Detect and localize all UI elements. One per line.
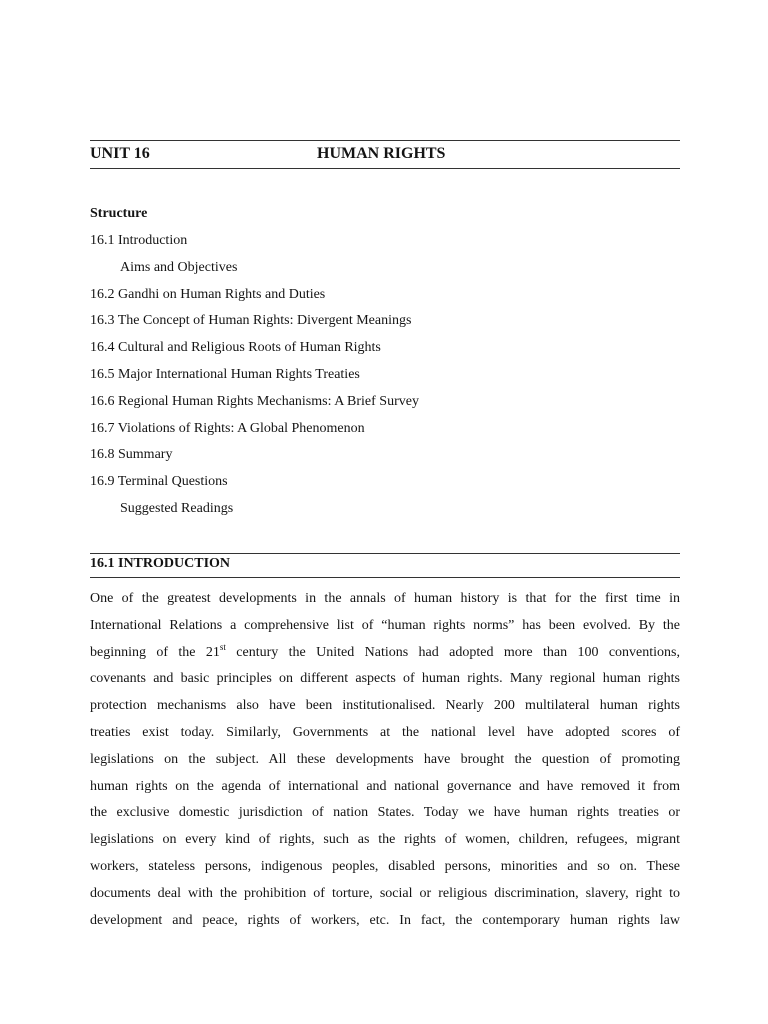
unit-title: HUMAN RIGHTS bbox=[317, 145, 446, 162]
toc-item: 16.2 Gandhi on Human Rights and Duties bbox=[90, 286, 326, 302]
paragraph-line: One of the greatest developments in the annals of human history is that for the first time in bbox=[90, 591, 680, 606]
top-rule bbox=[90, 140, 680, 141]
unit-header bbox=[90, 145, 680, 165]
toc-item: 16.9 Terminal Questions bbox=[90, 474, 228, 490]
paragraph-line: treaties exist today. Similarly, Governments at the national level have adopted scores of bbox=[90, 724, 680, 740]
paragraph-text: beginning of the 21 bbox=[90, 644, 220, 660]
paragraph-line: human rights on the agenda of international and national governance and have removed it from bbox=[90, 778, 680, 794]
paragraph-line: documents deal with the prohibition of torture, social or religious discrimination, slavery, right to bbox=[90, 885, 680, 901]
paragraph-line: protection mechanisms also have been institutionalised. Nearly 200 multilateral human rights bbox=[90, 698, 680, 714]
paragraph-line: legislations on every kind of rights, such as the rights of women, children, refugees, migrant bbox=[90, 832, 680, 848]
structure-label: Structure bbox=[90, 206, 148, 221]
unit-number: UNIT 16 bbox=[90, 145, 150, 162]
toc-item: 16.5 Major International Human Rights Treaties bbox=[90, 366, 360, 382]
paragraph-line bbox=[90, 642, 680, 669]
structure-list bbox=[90, 231, 419, 526]
section-top-rule bbox=[90, 553, 680, 554]
toc-item: Suggested Readings bbox=[120, 500, 234, 516]
ordinal-superscript: st bbox=[219, 641, 226, 652]
paragraph-line: development and peace, rights of workers, etc. In fact, the contemporary human rights law bbox=[90, 912, 680, 928]
paragraph-line: International Relations a comprehensive list of “human rights norms” has been evolved. By the bbox=[90, 617, 680, 633]
toc-item: 16.7 Violations of Rights: A Global Phenomenon bbox=[90, 420, 365, 436]
toc-item: 16.6 Regional Human Rights Mechanisms: A Brief Survey bbox=[90, 393, 419, 409]
toc-item: 16.3 The Concept of Human Rights: Divergent Meanings bbox=[90, 313, 412, 329]
introduction-paragraph bbox=[90, 588, 680, 936]
toc-item: 16.8 Summary bbox=[90, 447, 173, 463]
header-bottom-rule bbox=[90, 168, 680, 169]
paragraph-line: the exclusive domestic jurisdiction of nation States. Today we have human rights treaties or bbox=[90, 805, 680, 821]
toc-item: 16.1 Introduction bbox=[90, 233, 188, 248]
paragraph-text: century the United Nations had adopted more than 100 conventions, bbox=[225, 644, 681, 660]
paragraph-line: legislations on the subject. All these developments have brought the question of promoting bbox=[90, 751, 680, 767]
paragraph-line: covenants and basic principles on different aspects of human rights. Many regional human rights bbox=[90, 671, 680, 687]
toc-item: 16.4 Cultural and Religious Roots of Human Rights bbox=[90, 340, 381, 356]
toc-item: Aims and Objectives bbox=[120, 259, 238, 275]
section-bottom-rule bbox=[90, 577, 680, 578]
section-heading: 16.1 INTRODUCTION bbox=[90, 556, 231, 571]
paragraph-line: workers, stateless persons, indigenous peoples, disabled persons, minorities and so on. These bbox=[90, 858, 680, 874]
